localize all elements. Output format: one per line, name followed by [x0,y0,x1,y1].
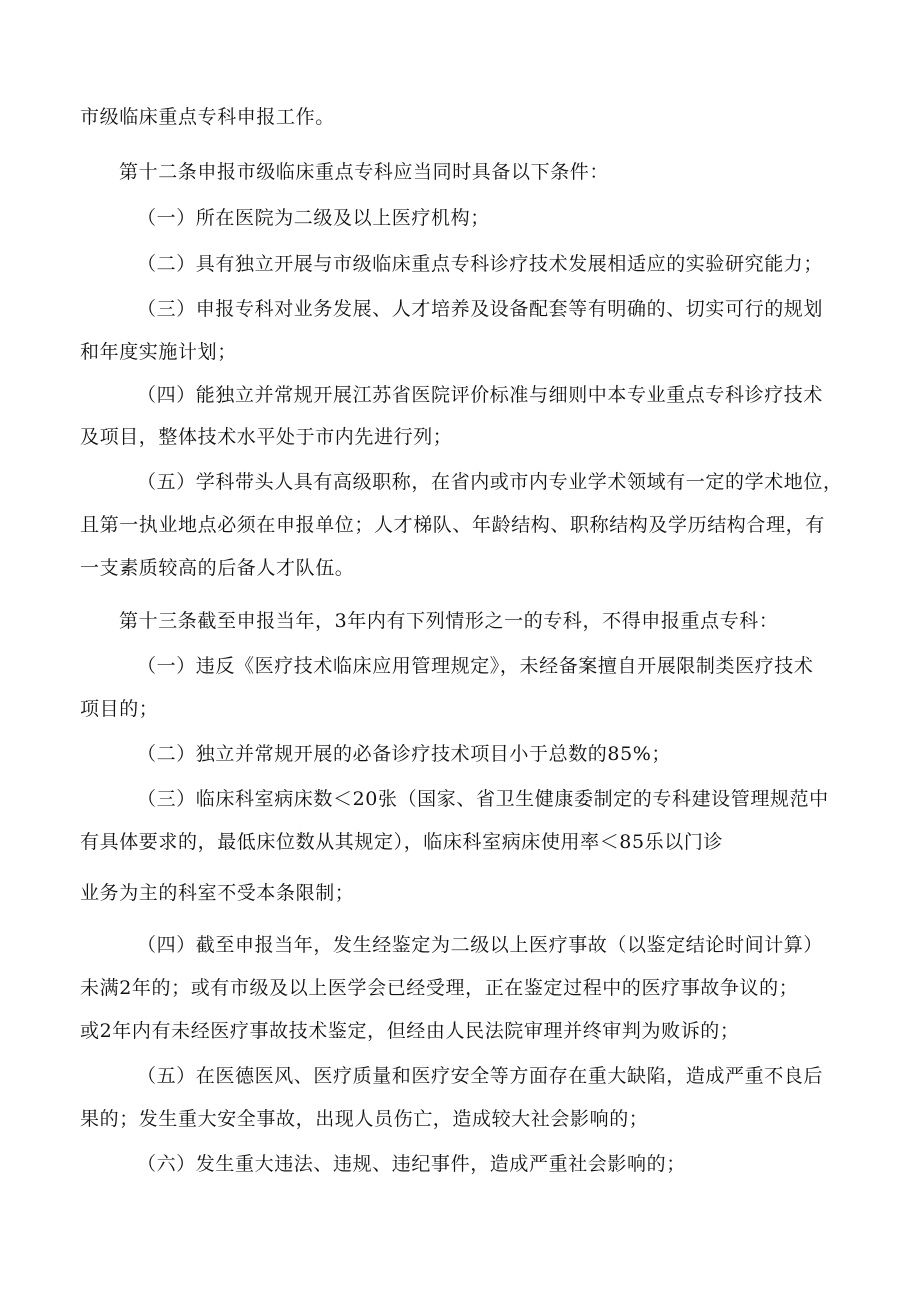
text-line: （一）违反《医疗技术临床应用管理规定》，未经备案擅自开展限制类医疗技术 [137,655,814,677]
text-line: 未满2年的；或有市级及以上医学会已经受理，正在鉴定过程中的医疗事故争议的； [80,977,799,999]
article-13-heading: 第十三条截至申报当年，3年内有下列情形之一的专科，不得申报重点专科： [119,610,779,632]
text-line: （三）申报专科对业务发展、人才培养及设备配套等有明确的、切实可行的规划 [137,298,824,320]
text-line: 和年度实施计划； [80,341,237,363]
text-line: （三）临床科室病床数＜20张（国家、省卫生健康委制定的专科建设管理规范中 [137,788,829,810]
text-line: 项目的； [80,698,159,720]
text-line: 且第一执业地点必须在申报单位；人才梯队、年龄结构、职称结构及学历结构合理，有 [80,514,825,536]
text-line: 或2年内有未经医疗事故技术鉴定，但经由人民法院审理并终审判为败诉的； [80,1020,740,1042]
text-line: （五）在医德医风、医疗质量和医疗安全等方面存在重大缺陷，造成严重不良后 [137,1065,824,1087]
text-line: （五）学科带头人具有高级职称，在省内或市内专业学术领域有一定的学术地位， [137,471,843,493]
text-line: 有具体要求的，最低床位数从其规定），临床科室病床使用率＜85乐以门诊 [80,831,724,853]
text-line: （六）发生重大违法、违规、违纪事件，造成严重社会影响的； [137,1153,686,1175]
text-line: （二）独立并常规开展的必备诊疗技术项目小于总数的85%； [137,743,672,765]
text-line: （四）截至申报当年，发生经鉴定为二级以上医疗事故（以鉴定结论时间计算） [137,934,824,956]
text-line: （二）具有独立开展与市级临床重点专科诊疗技术发展相适应的实验研究能力； [137,253,824,275]
text-line: （四）能独立并常规开展江苏省医院评价标准与细则中本专业重点专科诊疗技术 [137,384,824,406]
article-12-heading: 第十二条申报市级临床重点专科应当同时具备以下条件： [119,161,610,183]
text-line: 及项目，整体技术水平处于市内先进行列； [80,426,453,448]
text-line: 果的；发生重大安全事故，出现人员伤亡，造成较大社会影响的； [80,1108,649,1130]
text-line: 一支素质较高的后备人才队伍。 [80,557,355,579]
text-line: （一）所在医院为二级及以上医疗机构； [137,207,490,229]
text-line: 市级临床重点专科申报工作。 [80,106,335,128]
text-line: 业务为主的科室不受本条限制； [80,882,355,904]
